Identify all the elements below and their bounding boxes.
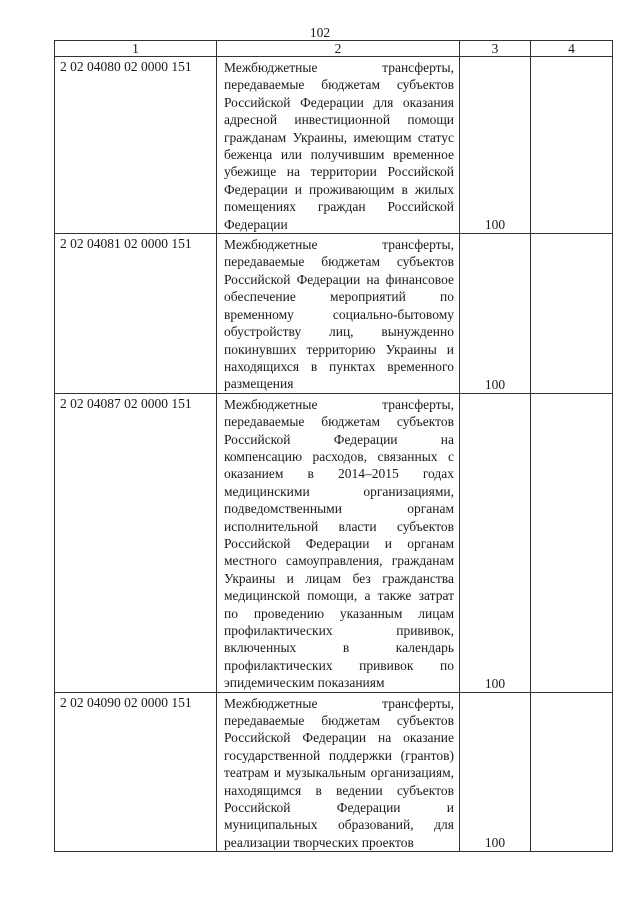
header-col-3: 3 [460,41,531,57]
table-row [55,692,613,852]
budget-code: 2 02 04080 02 0000 151 [55,57,217,234]
budget-table [54,40,613,852]
budget-col4 [531,234,613,394]
table-row [55,393,613,692]
budget-description: Межбюджетные трансферты, передаваемые бюджетам субъектов Российской Федерации на финансовое обеспечение мероприятий по временному социально-бытовому обустройству лиц, вынужденно покинувших территорию Украины и находящихся в пунктах временного размещения [217,234,460,394]
header-col-1: 1 [55,41,217,57]
budget-col4 [531,692,613,852]
budget-amount: 100 [460,393,531,692]
budget-description: Межбюджетные трансферты, передаваемые бюджетам субъектов Российской Федерации на компенсацию расходов, связанных с оказанием в 2014–2015 годах медицинскими организациями, подведомственными органам исполнительной власти субъектов Российской Федерации и органам местного самоуправления, гражданам Украины и лицам без гражданства медицинской помощи, а также затрат по проведению указанным лицам профилактических прививок, включенных в календарь профилактических прививок по эпидемическим показаниям [217,393,460,692]
table-row [55,234,613,394]
budget-description: Межбюджетные трансферты, передаваемые бюджетам субъектов Российской Федерации для оказания адресной инвестиционной помощи гражданам Украины, имеющим статус беженца или получившим временное убежище на территории Российской Федерации и проживающим в жилых помещениях граждан Российской Федерации [217,57,460,234]
budget-code: 2 02 04090 02 0000 151 [55,692,217,852]
table-row [55,57,613,234]
budget-code: 2 02 04087 02 0000 151 [55,393,217,692]
budget-col4 [531,57,613,234]
header-col-4: 4 [531,41,613,57]
page-number: 102 [309,25,331,40]
header-col-2: 2 [217,41,460,57]
table-header-row [55,41,613,57]
budget-description: Межбюджетные трансферты, передаваемые бюджетам субъектов Российской Федерации на оказание государственной поддержки (грантов) театрам и музыкальным организациям, находящимся в ведении субъектов Российской Федерации и муниципальных образований, для реализации творческих проектов [217,692,460,852]
budget-amount: 100 [460,692,531,852]
budget-amount: 100 [460,234,531,394]
budget-amount: 100 [460,57,531,234]
budget-col4 [531,393,613,692]
budget-code: 2 02 04081 02 0000 151 [55,234,217,394]
